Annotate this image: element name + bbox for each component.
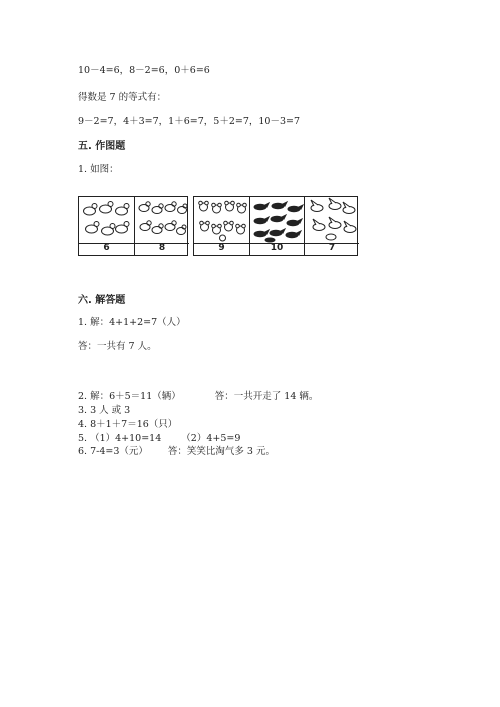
answer-5-line bbox=[78, 430, 240, 444]
equation-line-1: 10－4=6，8－2=6，0＋6=6 bbox=[78, 65, 210, 76]
section-six-heading: 六. 解答题 bbox=[78, 295, 126, 306]
figure-cell-4 bbox=[249, 197, 304, 255]
count-label: 9 bbox=[218, 243, 225, 253]
white-bird-picture bbox=[305, 197, 359, 244]
answer-2-line bbox=[78, 388, 318, 402]
answer-2-calculation: 2. 解：6＋5＝11（辆） bbox=[78, 391, 181, 402]
answer-5-part-2: （2）4+5=9 bbox=[181, 433, 241, 444]
duck-picture bbox=[135, 197, 189, 244]
count-label: 6 bbox=[103, 243, 110, 253]
mouse-picture bbox=[194, 197, 249, 244]
sum-seven-intro: 得数是 7 的等式有： bbox=[78, 92, 167, 103]
figure-cell-5 bbox=[304, 197, 359, 255]
bird-icon bbox=[305, 197, 359, 243]
black-bird-picture bbox=[250, 197, 304, 244]
figure-group-right bbox=[193, 196, 358, 256]
figure-cell-1 bbox=[79, 197, 134, 255]
mouse-icon bbox=[194, 197, 249, 243]
equation-line-2: 9－2=7，4＋3=7，1＋6=7，5＋2=7，10－3=7 bbox=[78, 116, 301, 127]
answer-1-statement: 答：一共有 7 人。 bbox=[78, 341, 157, 352]
answer-5-part-1: 5. （1）4+10=14 bbox=[78, 433, 162, 444]
answer-3-line: 3. 3 人 或 3 bbox=[78, 405, 131, 416]
figure-cell-2 bbox=[134, 197, 189, 255]
figure-cell-3 bbox=[194, 197, 249, 255]
answer-1-calculation: 1. 解：4+1+2=7（人） bbox=[78, 317, 186, 328]
section-five-heading: 五. 作图题 bbox=[78, 141, 126, 152]
answer-6-line bbox=[78, 443, 275, 457]
answer-4-line: 4. 8＋1＋7＝16（只） bbox=[78, 419, 178, 430]
answer-2-statement: 答：一共开走了 14 辆。 bbox=[214, 391, 319, 402]
answer-6-calculation: 6. 7-4=3（元） bbox=[78, 446, 148, 457]
counting-figure bbox=[78, 196, 358, 258]
question-1-label: 1. 如图： bbox=[78, 164, 119, 175]
duck-picture bbox=[79, 197, 134, 244]
count-label: 8 bbox=[158, 243, 166, 253]
figure-group-left bbox=[78, 196, 188, 256]
count-label: 7 bbox=[328, 243, 336, 253]
bird-icon bbox=[250, 197, 304, 243]
count-label: 10 bbox=[270, 243, 284, 253]
duck-icon bbox=[135, 197, 189, 243]
duck-icon bbox=[79, 197, 134, 243]
answer-6-statement: 答：笑笑比淘气多 3 元。 bbox=[167, 446, 275, 457]
